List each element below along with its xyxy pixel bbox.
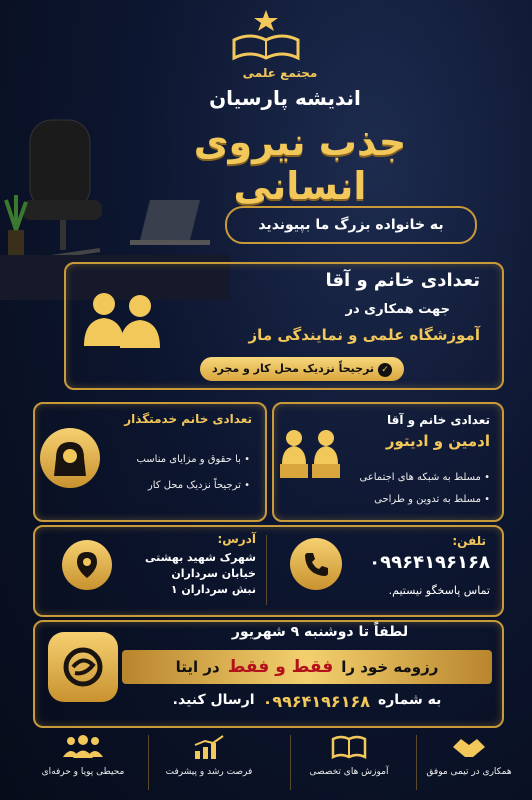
offer-badge-text: ترجیحاً نزدیک محل کار و مجرد <box>211 362 375 375</box>
handshake-icon <box>451 735 487 759</box>
benefit-label: محیطی پویا و حرفه‌ای <box>41 767 125 777</box>
eitaa-app-icon <box>48 632 118 702</box>
cta-deadline: لطفاً تا دوشنبه ۹ شهریور <box>231 624 409 640</box>
offer-subtitle: جهت همکاری در <box>345 302 450 317</box>
cta-number-line <box>122 692 492 711</box>
cta-number-suffix: ارسال کنید. <box>172 692 255 708</box>
growth-chart-icon <box>191 735 227 759</box>
offer-badge <box>200 357 404 381</box>
divider <box>290 735 291 790</box>
cta-resume-bar <box>122 650 492 684</box>
phone-number: ۰۹۹۶۴۱۹۶۱۶۸ <box>369 552 490 573</box>
cta-only: فقط و فقط <box>227 657 334 677</box>
phone-note: تماس پاسخگو نیستیم. <box>388 584 490 597</box>
cta-number: ۰۹۹۶۴۱۹۶۱۶۸ <box>262 692 370 711</box>
offer-title: تعدادی خانم و آقا <box>325 270 480 291</box>
cta-number-prefix: به شماره <box>377 692 442 708</box>
left-card-title: تعدادی خانم خدمتگذار <box>124 412 252 426</box>
address-line-1: شهرک شهید بهشتی <box>145 551 256 564</box>
phone-label: تلفن: <box>452 534 486 548</box>
divider <box>148 735 149 790</box>
right-bullet-1-text: مسلط به شبکه های اجتماعی <box>359 472 481 483</box>
benefit-teamwork <box>420 735 518 777</box>
right-bullet-2: • مسلط به تدوین و طراحی <box>374 494 490 505</box>
book-logo-icon <box>228 6 304 62</box>
benefit-label: آموزش های تخصصی <box>309 767 389 777</box>
left-bullet-1: • با حقوق و مزایای مناسب <box>136 454 250 465</box>
location-pin-icon <box>62 540 112 590</box>
people-icon <box>82 286 162 356</box>
address-label: آدرس: <box>217 532 256 546</box>
tagline: به خانواده بزرگ ما بپیوندید <box>225 206 477 244</box>
cta-resume-suffix: در ایتا <box>175 658 220 676</box>
left-bullet-2-text: ترجیحاً نزدیک محل کار <box>147 480 241 491</box>
address-line-3: نبش سرداران ۱ <box>170 583 256 596</box>
check-icon: ✓ <box>378 363 392 377</box>
offer-place: آموزشگاه علمی و نمایندگی ماز <box>248 326 480 344</box>
benefit-label: همکاری در تیمی موفق <box>426 767 512 777</box>
left-bullet-2: • ترجیحاً نزدیک محل کار <box>147 480 250 491</box>
org-name: اندیشه پارسیان <box>209 86 361 110</box>
book-icon <box>331 735 367 759</box>
address-line-2: خیابان سرداران <box>171 567 256 580</box>
left-bullet-1-text: با حقوق و مزایای مناسب <box>136 454 241 465</box>
benefit-growth <box>160 735 258 777</box>
phone-icon <box>290 538 342 590</box>
team-icon <box>61 735 105 759</box>
benefit-environment <box>34 735 132 777</box>
cta-resume-prefix: رزومه خود را <box>341 658 439 676</box>
hijab-woman-icon <box>40 428 100 488</box>
benefit-label: فرصت رشد و پیشرفت <box>165 767 253 777</box>
headline: جذب نیروی انسانی <box>193 120 407 208</box>
address-block <box>120 550 256 598</box>
right-card-role: ادمین و ادیتور <box>385 432 490 450</box>
divider <box>416 735 417 790</box>
benefit-training <box>300 735 398 777</box>
subtitle: مجتمع علمی <box>242 66 318 80</box>
right-bullet-1: • مسلط به شبکه های اجتماعی <box>359 472 490 483</box>
right-bullet-2-text: مسلط به تدوین و طراحی <box>374 494 481 505</box>
contact-divider <box>266 535 267 605</box>
right-card-title: تعدادی خانم و آقا <box>386 413 490 427</box>
